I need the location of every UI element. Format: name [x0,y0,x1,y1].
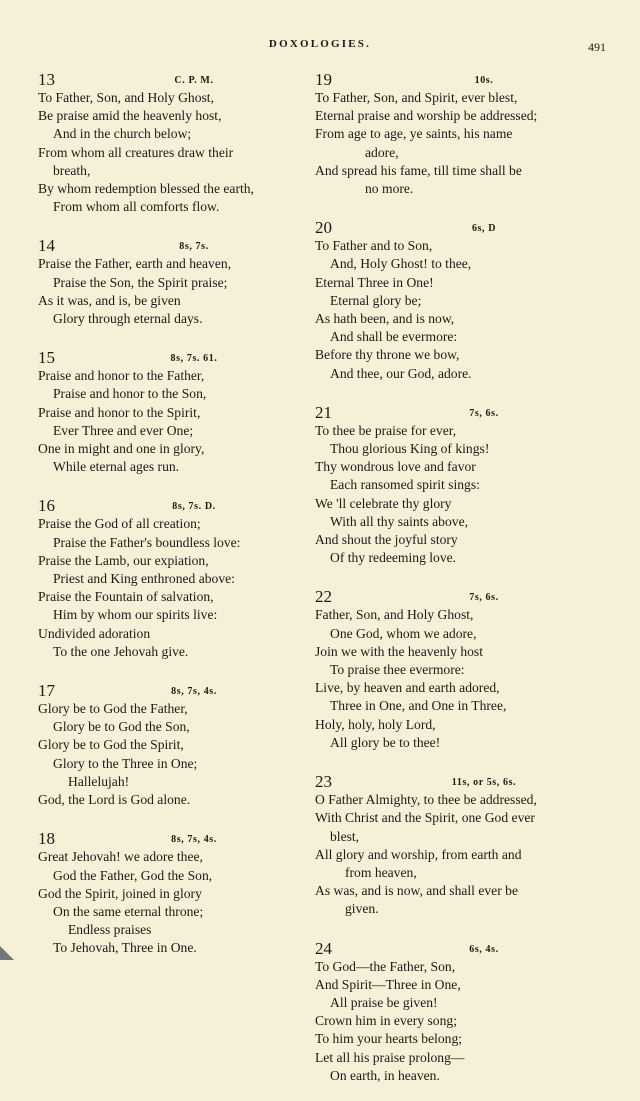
verse-line: Glory be to God the Son, [53,719,190,735]
verse-line: O Father Almighty, to thee be addressed, [315,792,537,808]
doxology-header [38,825,310,847]
hymn-meter: 8s, 7s. [179,241,209,253]
verse-line: Of thy redeeming love. [330,550,457,566]
verse-line: To Father and to Son, [315,238,433,254]
verse-line: On earth, in heaven. [330,1067,440,1083]
hymn-number: 23 [315,772,332,792]
doxology-20 [315,214,613,383]
verse-line: adore, [365,144,399,160]
verse-line: Hallelujah! [68,773,130,789]
verse-line: God the Father, God the Son, [53,867,213,883]
doxology-header [38,232,310,254]
verse-line: Thy wondrous love and favor [315,459,476,475]
verse-line: Father, Son, and Holy Ghost, [315,607,474,623]
verse-line: Endless praises [68,922,152,938]
hymn-meter: 8s, 7s, 4s. [171,686,217,698]
verse-line: Eternal Three in One! [315,274,434,290]
verse-line: By whom redemption blessed the earth, [38,181,254,197]
doxology-13 [38,66,310,216]
hymn-meter: 6s, 4s. [469,943,499,955]
hymn-meter: 8s, 7s. D. [172,501,216,513]
verse-line: With Christ and the Spirit, one God ever [315,810,535,826]
verse-line: Praise the Lamb, our expiation, [38,552,209,568]
verse-line: One God, whom we adore, [330,625,477,641]
verse-line: Eternal glory be; [330,292,422,308]
verse-line: Ever Three and ever One; [53,422,194,438]
verse-line: From whom all comforts flow. [53,199,220,215]
verse-line: We 'll celebrate thy glory [315,495,452,511]
verse-line: As was, and is now, and shall ever be [315,883,518,899]
doxology-header [315,768,613,790]
verse-line: Before thy throne we bow, [315,347,460,363]
verse-line: To Father, Son, and Holy Ghost, [38,90,214,105]
verse-line: While eternal ages run. [53,459,180,475]
hymn-number: 22 [315,587,332,607]
doxology-header [315,399,613,421]
verse-line: To praise thee evermore: [330,662,465,678]
hymn-meter: 8s, 7s. 61. [170,353,218,365]
doxology-header [38,344,310,366]
verse-line: Praise the Son, the Spirit praise; [53,274,228,290]
verse-line: As hath been, and is now, [315,311,455,327]
doxology-17 [38,677,310,809]
verse-line: Eternal praise and worship be addressed; [315,108,538,124]
verse-line: Undivided adoration [38,625,151,641]
verse-line: Priest and King enthroned above: [53,571,235,587]
verse-line: Each ransomed spirit sings: [330,477,480,493]
verse-line: Praise the God of all creation; [38,516,201,532]
doxology-header [315,583,613,605]
verse-line: And spread his fame, till time shall be [315,162,522,178]
verse-line: As it was, and is, be given [38,292,181,308]
left-column [38,66,310,974]
verse-line: Him by whom our spirits live: [53,607,218,623]
hymn-meter: 7s, 6s. [469,407,499,419]
page-number: 491 [588,40,606,54]
verse-line: Glory be to God the Spirit, [38,737,184,753]
hymn-number: 20 [315,218,332,238]
doxology-header [38,66,310,88]
verse-line: From age to age, ye saints, his name [315,126,513,142]
verse-line: All glory be to thee! [330,734,441,750]
verse-line: To Father, Son, and Spirit, ever blest, [315,90,518,105]
verse-line: no more. [365,181,414,197]
doxology-header [38,492,310,514]
verse-line: breath, [53,162,91,178]
hymn-meter: 7s, 6s. [469,592,499,604]
verse-line: To him your hearts belong; [315,1031,463,1047]
hymn-meter: 11s, or 5s, 6s. [451,777,517,789]
verse-line: Glory be to God the Father, [38,701,188,717]
verse-line: God, the Lord is God alone. [38,792,191,808]
doxology-24 [315,935,613,1085]
doxology-16 [38,492,310,661]
doxology-21 [315,399,613,568]
doxology-19 [315,66,613,198]
verse-line: And shall be evermore: [330,329,458,345]
verse-line: Let all his praise prolong— [315,1049,465,1065]
verse-line: To thee be praise for ever, [315,422,457,438]
verse-line: from heaven, [345,864,417,880]
verse-line: God the Spirit, joined in glory [38,885,202,901]
verse-line: To Jehovah, Three in One. [53,940,197,956]
verse-line: blest, [330,828,360,844]
hymn-number: 17 [38,681,55,701]
doxology-15 [38,344,310,476]
doxology-header [315,214,613,236]
verse-line: One in might and one in glory, [38,441,205,457]
hymn-meter: 8s, 7s, 4s. [171,834,217,846]
verse-line: Glory through eternal days. [53,311,203,327]
verse-line: Crown him in every song; [315,1013,457,1029]
verse-line: Three in One, and One in Three, [330,698,507,714]
verse-line: Praise and honor to the Son, [53,386,207,402]
verse-line: And Spirit—Three in One, [315,976,461,992]
verse-line: And shout the joyful story [315,532,458,548]
verse-line: Live, by heaven and earth adored, [315,680,500,696]
doxology-14 [38,232,310,328]
hymn-number: 14 [38,236,55,256]
hymn-number: 13 [38,70,55,89]
page-edge-mark [0,946,14,960]
hymn-number: 15 [38,348,55,368]
verse-line: Holy, holy, holy Lord, [315,716,436,732]
verse-line: Great Jehovah! we adore thee, [38,849,203,865]
verse-line: Join we with the heavenly host [315,643,484,659]
verse-line: From whom all creatures draw their [38,144,234,160]
verse-line: Praise the Fountain of salvation, [38,589,214,605]
verse-line: Be praise amid the heavenly host, [38,108,222,124]
doxology-23 [315,768,613,918]
verse-line: To the one Jehovah give. [53,643,189,659]
hymn-number: 24 [315,938,332,958]
verse-line: All praise be given! [330,994,438,1010]
verse-line: Praise and honor to the Father, [38,368,205,384]
hymn-meter: 10s. [474,75,494,86]
doxology-22 [315,583,613,752]
hymn-meter: 6s, D [471,223,497,235]
verse-line: Praise the Father, earth and heaven, [38,256,232,272]
verse-line: And thee, our God, adore. [330,365,472,381]
doxology-header [38,677,310,699]
verse-line: All glory and worship, from earth and [315,846,522,862]
verse-line: Thou glorious King of kings! [330,441,490,457]
verse-line: Glory to the Three in One; [53,755,198,771]
hymn-number: 19 [315,70,332,89]
verse-line: And, Holy Ghost! to thee, [330,256,472,272]
hymn-number: 21 [315,402,332,422]
doxology-header [315,66,613,88]
verse-line: To God—the Father, Son, [315,958,456,974]
verse-line: Praise and honor to the Spirit, [38,404,201,420]
hymn-number: 16 [38,496,55,516]
doxology-18 [38,825,310,957]
running-head: DOXOLOGIES. [268,38,372,50]
hymn-number: 18 [38,829,55,849]
verse-line: given. [345,901,379,917]
verse-line: On the same eternal throne; [53,903,204,919]
verse-line: With all thy saints above, [330,513,469,529]
hymn-meter: C. P. M. [174,75,214,86]
right-column [315,66,613,1101]
verse-line: And in the church below; [53,126,192,142]
verse-line: Praise the Father's boundless love: [53,534,241,550]
doxology-header [315,935,613,957]
